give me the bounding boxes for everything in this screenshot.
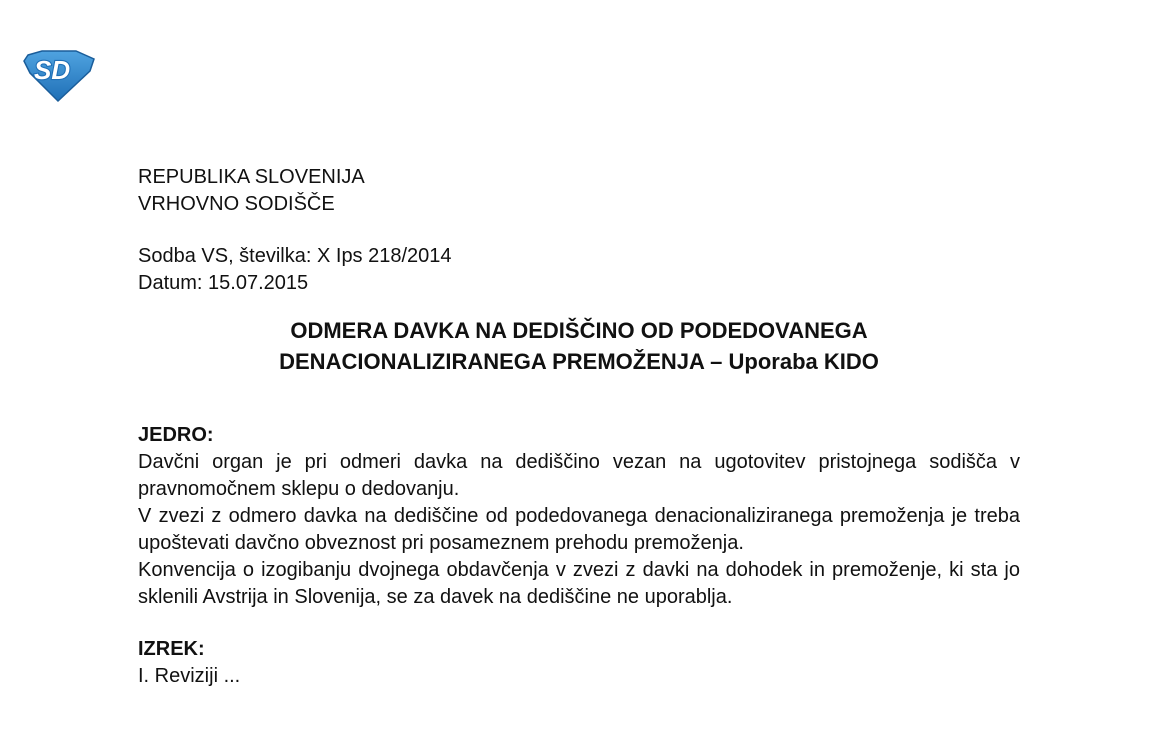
jedro-paragraph: Konvencija o izogibanju dvojnega obdavčenja v zvezi z davki na dohodek in premoženje, ki sta jo sklenili Avstrija in Slovenija, se za davek na dediščine ne uporablja. [138,559,1020,608]
title-line-2: DENACIONALIZIRANEGA PREMOŽENJA – Uporaba KIDO [279,349,879,374]
document-page [138,164,1020,690]
title-line-1: ODMERA DAVKA NA DEDIŠČINO OD PODEDOVANEGA [290,318,868,343]
document-title [138,315,1020,377]
jedro-paragraph: V zvezi z odmero davka na dediščine od podedovanega denacionaliziranega premoženja je treba upoštevati davčno obveznost pri posameznem prehodu premoženja. [138,505,1020,554]
case-date: Datum: 15.07.2015 [138,272,309,294]
izrek-text: I. Reviziji ... [138,665,241,687]
izrek-heading: IZREK: [138,638,205,660]
header-court: VRHOVNO SODIŠČE [138,193,335,215]
header-country: REPUBLIKA SLOVENIJA [138,166,365,188]
logo-text: SD [34,55,71,85]
jedro-heading: JEDRO: [138,424,214,446]
case-number: Sodba VS, številka: X Ips 218/2014 [138,245,452,267]
jedro-paragraph: Davčni organ je pri odmeri davka na dediščino vezan na ugotovitev pristojnega sodišča v pravnomočnem sklepu o dedovanju. [138,451,1020,500]
supreme-court-logo [22,49,96,103]
